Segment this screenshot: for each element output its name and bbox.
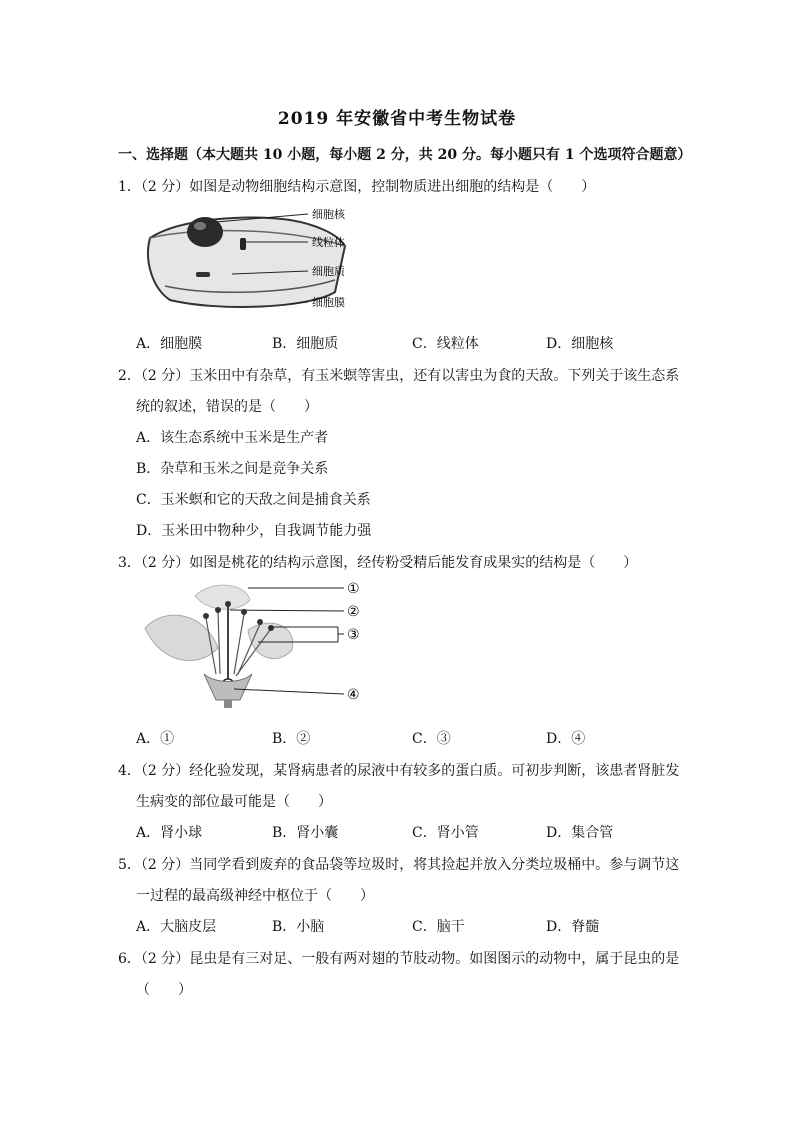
pointer-4 xyxy=(234,689,344,694)
question-4-options xyxy=(136,822,656,844)
q4-option-b[interactable]: B．肾小囊 xyxy=(272,825,339,841)
question-3-stem: 3．（2 分）如图是桃花的结构示意图，经传粉受精后能发育成果实的结构是（ ） xyxy=(118,555,638,571)
question-2-stem-line-1: 2．（2 分）玉米田中有杂草，有玉米螟等害虫，还有以害虫为食的天敌。下列关于该生态系 xyxy=(118,368,680,384)
page-title: 2019 年安徽省中考生物试卷 xyxy=(277,109,517,129)
label-2: ② xyxy=(347,604,360,620)
flower-stalk xyxy=(224,700,232,708)
animal-cell-diagram xyxy=(140,200,370,318)
question-6-stem-line-1: 6．（2 分）昆虫是有三对足、一般有两对翅的节肢动物。如图图示的动物中，属于昆虫的是 xyxy=(118,951,680,967)
question-2-stem-line-2: 统的叙述，错误的是（ ） xyxy=(136,399,318,415)
question-1-stem: 1．（2 分）如图是动物细胞结构示意图，控制物质进出细胞的结构是（ ） xyxy=(118,179,596,195)
anther-4 xyxy=(257,619,263,625)
q5-option-b[interactable]: B．小脑 xyxy=(272,919,325,935)
q5-option-a[interactable]: A．大脑皮层 xyxy=(136,919,217,935)
question-5-stem-line-2: 一过程的最高级神经中枢位于（ ） xyxy=(136,888,374,904)
label-nucleus: 细胞核 xyxy=(312,208,345,221)
q3-option-c[interactable]: C．③ xyxy=(412,731,451,747)
label-mitochondrion: 线粒体 xyxy=(312,236,345,249)
q2-option-b[interactable]: B．杂草和玉米之间是竞争关系 xyxy=(136,461,329,477)
anther-5 xyxy=(268,625,274,631)
question-6-stem-line-2: （ ） xyxy=(136,982,192,998)
q1-option-c[interactable]: C．线粒体 xyxy=(412,336,479,352)
q4-option-d[interactable]: D．集合管 xyxy=(546,825,614,841)
q1-option-d[interactable]: D．细胞核 xyxy=(546,336,614,352)
q1-option-b[interactable]: B．细胞质 xyxy=(272,336,339,352)
q5-option-c[interactable]: C．脑干 xyxy=(412,919,465,935)
label-membrane: 细胞膜 xyxy=(312,296,345,309)
label-cytoplasm: 细胞质 xyxy=(312,265,345,278)
label-3: ③ xyxy=(347,627,360,643)
question-1-options xyxy=(136,333,656,355)
q2-option-a[interactable]: A．该生态系统中玉米是生产者 xyxy=(136,430,329,446)
q5-option-d[interactable]: D．脊髓 xyxy=(546,919,600,935)
label-4: ④ xyxy=(347,687,360,703)
q3-option-b[interactable]: B．② xyxy=(272,731,311,747)
vesicle-shape xyxy=(196,272,210,277)
pointer-2 xyxy=(230,610,344,611)
petal-top xyxy=(195,585,250,609)
q1-option-a[interactable]: A．细胞膜 xyxy=(136,336,203,352)
mitochondrion-shape xyxy=(240,238,246,250)
q4-option-c[interactable]: C．肾小管 xyxy=(412,825,479,841)
q4-option-a[interactable]: A．肾小球 xyxy=(136,825,203,841)
question-5-stem-line-1: 5．（2 分）当同学看到废弃的食品袋等垃圾时，将其捡起并放入分类垃圾桶中。参与调节这 xyxy=(118,857,680,873)
section-title: 一、选择题（本大题共 10 小题，每小题 2 分，共 20 分。每小题只有 1 个选项符合题意） xyxy=(118,147,692,163)
anther-2 xyxy=(215,607,221,613)
anther-1 xyxy=(203,613,209,619)
question-5-options xyxy=(136,916,656,938)
question-4-stem-line-1: 4．（2 分）经化验发现，某肾病患者的尿液中有较多的蛋白质。可初步判断，该患者肾脏发 xyxy=(118,763,680,779)
question-4-stem-line-2: 生病变的部位最可能是（ ） xyxy=(136,794,332,810)
peach-flower-diagram xyxy=(140,576,370,710)
q2-option-d[interactable]: D．玉米田中物种少，自我调节能力强 xyxy=(136,523,372,539)
q2-option-c[interactable]: C．玉米螟和它的天敌之间是捕食关系 xyxy=(136,492,371,508)
pistil-stigma xyxy=(225,601,231,607)
q3-option-a[interactable]: A．① xyxy=(136,731,175,747)
q3-option-d[interactable]: D．④ xyxy=(546,731,586,747)
label-1: ① xyxy=(347,581,360,597)
nucleus-highlight xyxy=(194,222,206,230)
stamen-filament-2 xyxy=(218,612,220,674)
question-3-options xyxy=(136,728,656,750)
